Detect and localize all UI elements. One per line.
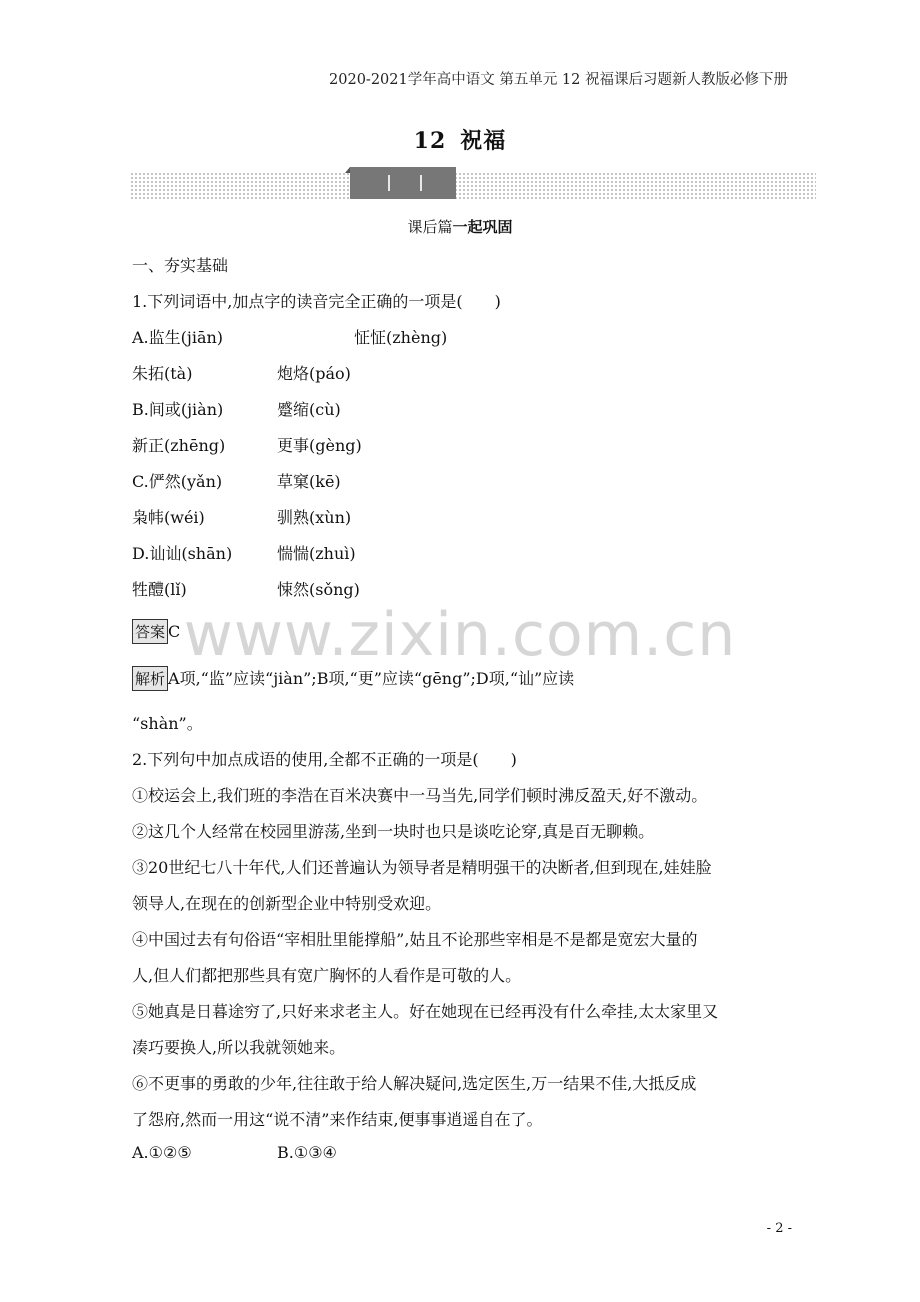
q1-option-d-word4: 悚然(sǒng)	[277, 580, 360, 599]
q1-row	[132, 541, 356, 564]
q1-option-c-word1: C.俨然(yǎn)	[132, 472, 223, 491]
q2-options	[132, 1143, 337, 1162]
page-title	[0, 124, 920, 155]
q1-row	[132, 433, 362, 456]
q2-sentence-cont: 人,但人们都把那些具有宽广胸怀的人看作是可敬的人。	[132, 966, 522, 985]
q2-sentence-cont: 领导人,在现在的创新型企业中特别受欢迎。	[132, 894, 442, 913]
divider-badge	[350, 167, 456, 199]
q1-option-b-word4: 更事(gèng)	[277, 436, 362, 455]
q2-stem: 2.下列句中加点成语的使用,全都不正确的一项是( )	[132, 750, 517, 769]
q1-option-d-word3: 牲醴(lǐ)	[132, 580, 187, 599]
page-number: - 2 -	[766, 1221, 792, 1236]
analysis-label-box: 解析	[132, 666, 168, 691]
badge-bar	[420, 175, 422, 191]
section-heading: 一、夯实基础	[132, 256, 229, 275]
badge-bar	[388, 175, 390, 191]
q2-sentence-cont: 了怨府,然而一用这“说不清”来作结束,便事事逍遥自在了。	[132, 1110, 543, 1129]
watermark: www.zixin.com.cn	[183, 600, 737, 670]
q1-option-d-word2: 惴惴(zhuì)	[277, 544, 356, 563]
subtitle-bold: 一起巩固	[452, 218, 513, 236]
q1-option-b-word2: 蹙缩(cù)	[277, 400, 341, 419]
q1-row	[132, 577, 360, 600]
q1-row	[132, 505, 352, 528]
q1-row	[132, 469, 341, 492]
q1-stem: 1.下列词语中,加点字的读音完全正确的一项是( )	[132, 292, 501, 311]
q1-option-c-word3: 枭帏(wéi)	[132, 508, 205, 527]
q2-sentence: ③20世纪七八十年代,人们还普遍认为领导者是精明强干的决断者,但到现在,娃娃脸	[132, 858, 712, 877]
document-header: 2020-2021学年高中语文 第五单元 12 祝福课后习题新人教版必修下册	[329, 72, 788, 88]
answer-label-box: 答案	[132, 619, 168, 644]
q2-option-a: A.①②⑤	[132, 1143, 192, 1162]
q1-analysis	[132, 666, 574, 691]
q1-option-a-word1: A.监生(jiān)	[132, 328, 224, 347]
q1-option-b-word3: 新正(zhēng)	[132, 436, 226, 455]
analysis-text-cont: “shàn”。	[132, 714, 203, 733]
q1-option-a-word3: 朱拓(tà)	[132, 364, 193, 383]
q2-sentence-cont: 凑巧要换人,所以我就领她来。	[132, 1038, 346, 1057]
q1-option-a-word2: 怔怔(zhèng)	[354, 328, 448, 347]
q1-option-b-word1: B.间或(jiàn)	[132, 400, 224, 419]
q1-row	[132, 361, 351, 384]
dotted-divider-band	[130, 172, 816, 200]
q2-option-b: B.①③④	[277, 1143, 337, 1162]
q2-sentence: ①校运会上,我们班的李浩在百米决赛中一马当先,同学们顿时沸反盈天,好不激动。	[132, 786, 708, 805]
q2-sentence: ⑥不更事的勇敢的少年,往往敢于给人解决疑问,选定医生,万一结果不佳,大抵反成	[132, 1074, 697, 1093]
subtitle-prefix: 课后篇	[407, 218, 453, 236]
q1-option-c-word4: 驯熟(xùn)	[277, 508, 352, 527]
answer-value: C	[168, 622, 181, 641]
q2-sentence: ⑤她真是日暮途穷了,只好来求老主人。好在她现在已经再没有什么牵挂,太太家里又	[132, 1002, 719, 1021]
q1-option-c-word2: 草窠(kē)	[277, 472, 341, 491]
q2-sentence: ④中国过去有句俗语“宰相肚里能撑船”,姑且不论那些宰相是不是都是宽宏大量的	[132, 930, 698, 949]
title-text: 祝福	[460, 128, 507, 154]
q1-answer	[132, 619, 180, 644]
title-number: 12	[413, 128, 447, 154]
q1-row	[132, 325, 448, 348]
analysis-text: A项,“监”应读“jiàn”;B项,“更”应读“gēng”;D项,“讪”应读	[168, 669, 575, 688]
q1-row	[132, 397, 341, 420]
q1-option-d-word1: D.讪讪(shān)	[132, 544, 233, 563]
q2-sentence: ②这几个人经常在校园里游荡,坐到一块时也只是谈吃论穿,真是百无聊赖。	[132, 822, 655, 841]
q1-option-a-word4: 炮烙(páo)	[277, 364, 351, 383]
subtitle	[0, 216, 920, 237]
